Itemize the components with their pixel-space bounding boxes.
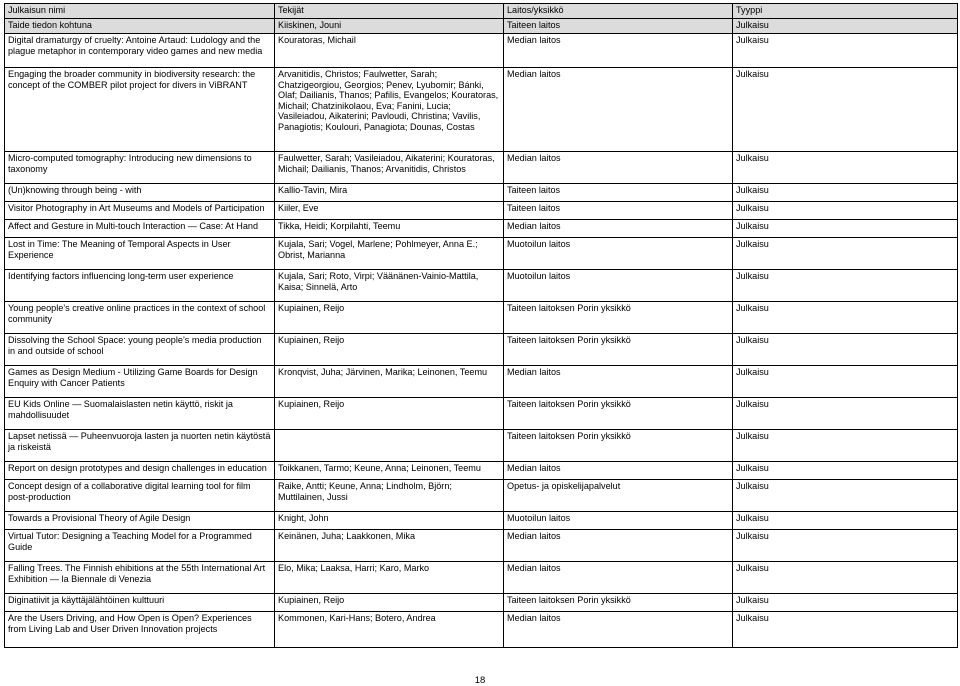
cell-authors: Kupiainen, Reijo xyxy=(275,594,504,612)
cell-title: Dissolving the School Space: young people’s media production in and outside of school xyxy=(5,334,275,366)
table-row xyxy=(5,184,958,202)
cell-type: Julkaisu xyxy=(733,530,958,562)
cell-authors: Kronqvist, Juha; Järvinen, Marika; Leinonen, Teemu xyxy=(275,366,504,398)
table-header-row xyxy=(5,4,958,19)
cell-title: Micro-computed tomography: Introducing new dimensions to taxonomy xyxy=(5,152,275,184)
cell-title: Concept design of a collaborative digital learning tool for film post-production xyxy=(5,480,275,512)
table-row xyxy=(5,562,958,594)
table-row xyxy=(5,270,958,302)
cell-title: Visitor Photography in Art Museums and Models of Participation xyxy=(5,202,275,220)
cell-unit: Taiteen laitos xyxy=(504,202,733,220)
cell-unit: Taiteen laitos xyxy=(504,184,733,202)
header-unit: Laitos/yksikkö xyxy=(504,4,733,19)
cell-title: Towards a Provisional Theory of Agile Design xyxy=(5,512,275,530)
cell-type: Julkaisu xyxy=(733,220,958,238)
cell-title: (Un)knowing through being - with xyxy=(5,184,275,202)
table-row xyxy=(5,34,958,68)
cell-authors: Elo, Mika; Laaksa, Harri; Karo, Marko xyxy=(275,562,504,594)
cell-title: Identifying factors influencing long-term user experience xyxy=(5,270,275,302)
subheader-unit: Taiteen laitos xyxy=(504,19,733,34)
cell-title: Diginatiivit ja käyttäjälähtöinen kulttuuri xyxy=(5,594,275,612)
table-row xyxy=(5,530,958,562)
subheader-type: Julkaisu xyxy=(733,19,958,34)
page-number: 18 xyxy=(474,675,486,686)
cell-type: Julkaisu xyxy=(733,612,958,648)
cell-authors: Keinänen, Juha; Laakkonen, Mika xyxy=(275,530,504,562)
cell-unit: Muotoilun laitos xyxy=(504,238,733,270)
cell-unit: Taiteen laitoksen Porin yksikkö xyxy=(504,594,733,612)
cell-type: Julkaisu xyxy=(733,302,958,334)
cell-authors: Kommonen, Kari-Hans; Botero, Andrea xyxy=(275,612,504,648)
cell-authors: Kallio-Tavin, Mira xyxy=(275,184,504,202)
table-row xyxy=(5,302,958,334)
table-row xyxy=(5,594,958,612)
cell-authors: Kujala, Sari; Vogel, Marlene; Pohlmeyer, Anna E.; Obrist, Marianna xyxy=(275,238,504,270)
cell-unit: Median laitos xyxy=(504,152,733,184)
cell-authors: Kiiler, Eve xyxy=(275,202,504,220)
cell-type: Julkaisu xyxy=(733,202,958,220)
cell-unit: Median laitos xyxy=(504,34,733,68)
cell-authors: Raike, Antti; Keune, Anna; Lindholm, Björn; Muttilainen, Jussi xyxy=(275,480,504,512)
cell-unit: Median laitos xyxy=(504,462,733,480)
header-authors: Tekijät xyxy=(275,4,504,19)
table-row xyxy=(5,612,958,648)
cell-authors: Kujala, Sari; Roto, Virpi; Väänänen-Vainio-Mattila, Kaisa; Sinnelä, Arto xyxy=(275,270,504,302)
cell-title: Falling Trees. The Finnish ehibitions at the 55th International Art Exhibition ― la Biennale di Venezia xyxy=(5,562,275,594)
cell-title: Report on design prototypes and design challenges in education xyxy=(5,462,275,480)
cell-unit: Median laitos xyxy=(504,562,733,594)
cell-type: Julkaisu xyxy=(733,512,958,530)
cell-unit: Median laitos xyxy=(504,366,733,398)
subheader-title: Taide tiedon kohtuna xyxy=(5,19,275,34)
cell-unit: Opetus- ja opiskelijapalvelut xyxy=(504,480,733,512)
publications-table-wrapper xyxy=(4,3,957,648)
cell-authors: Kupiainen, Reijo xyxy=(275,302,504,334)
cell-title: Lost in Time: The Meaning of Temporal Aspects in User Experience xyxy=(5,238,275,270)
table-row xyxy=(5,220,958,238)
cell-title: Lapset netissä ― Puheenvuoroja lasten ja nuorten netin käytöstä ja riskeistä xyxy=(5,430,275,462)
table-row xyxy=(5,480,958,512)
table-row xyxy=(5,202,958,220)
cell-authors: Toikkanen, Tarmo; Keune, Anna; Leinonen, Teemu xyxy=(275,462,504,480)
cell-type: Julkaisu xyxy=(733,34,958,68)
cell-title: Young people’s creative online practices in the context of school community xyxy=(5,302,275,334)
cell-type: Julkaisu xyxy=(733,398,958,430)
cell-authors: Kouratoras, Michail xyxy=(275,34,504,68)
cell-unit: Muotoilun laitos xyxy=(504,270,733,302)
cell-unit: Taiteen laitoksen Porin yksikkö xyxy=(504,398,733,430)
header-title: Julkaisun nimi xyxy=(5,4,275,19)
cell-title: Virtual Tutor: Designing a Teaching Model for a Programmed Guide xyxy=(5,530,275,562)
cell-type: Julkaisu xyxy=(733,366,958,398)
table-row xyxy=(5,430,958,462)
cell-type: Julkaisu xyxy=(733,480,958,512)
cell-type: Julkaisu xyxy=(733,562,958,594)
cell-type: Julkaisu xyxy=(733,594,958,612)
cell-title: Games as Design Medium - Utilizing Game Boards for Design Enquiry with Cancer Patients xyxy=(5,366,275,398)
cell-authors: Tikka, Heidi; Korpilahti, Teemu xyxy=(275,220,504,238)
table-subheader-row xyxy=(5,19,958,34)
cell-unit: Median laitos xyxy=(504,612,733,648)
cell-type: Julkaisu xyxy=(733,68,958,152)
table-row xyxy=(5,152,958,184)
cell-type: Julkaisu xyxy=(733,430,958,462)
cell-title: Affect and Gesture in Multi-touch Interaction ― Case: At Hand xyxy=(5,220,275,238)
cell-authors: Faulwetter, Sarah; Vasileiadou, Aikaterini; Kouratoras, Michail; Dailianis, Thanos; Arvanitidis, Christos xyxy=(275,152,504,184)
cell-unit: Median laitos xyxy=(504,68,733,152)
cell-type: Julkaisu xyxy=(733,184,958,202)
subheader-authors: Kiiskinen, Jouni xyxy=(275,19,504,34)
cell-title: EU Kids Online ― Suomalaislasten netin käyttö, riskit ja mahdollisuudet xyxy=(5,398,275,430)
cell-type: Julkaisu xyxy=(733,152,958,184)
table-row xyxy=(5,462,958,480)
cell-unit: Median laitos xyxy=(504,220,733,238)
cell-unit: Taiteen laitoksen Porin yksikkö xyxy=(504,430,733,462)
cell-authors: Kupiainen, Reijo xyxy=(275,334,504,366)
cell-unit: Median laitos xyxy=(504,530,733,562)
table-row xyxy=(5,68,958,152)
cell-title: Engaging the broader community in biodiversity research: the concept of the COMBER pilot project for divers in ViBRANT xyxy=(5,68,275,152)
table-row xyxy=(5,366,958,398)
cell-title: Digital dramaturgy of cruelty: Antoine Artaud: Ludology and the plague metaphor in contemporary video games and new media xyxy=(5,34,275,68)
publications-table xyxy=(4,3,958,648)
table-row xyxy=(5,512,958,530)
cell-type: Julkaisu xyxy=(733,462,958,480)
table-body xyxy=(5,34,958,648)
cell-type: Julkaisu xyxy=(733,270,958,302)
cell-type: Julkaisu xyxy=(733,238,958,270)
cell-authors: Knight, John xyxy=(275,512,504,530)
header-type: Tyyppi xyxy=(733,4,958,19)
cell-authors xyxy=(275,430,504,462)
cell-title: Are the Users Driving, and How Open is Open? Experiences from Living Lab and User Driven Innovation projects xyxy=(5,612,275,648)
cell-type: Julkaisu xyxy=(733,334,958,366)
table-row xyxy=(5,334,958,366)
table-row xyxy=(5,238,958,270)
cell-authors: Arvanitidis, Christos; Faulwetter, Sarah; Chatzigeorgiou, Georgios; Penev, Lyubomir; Bánki, Olaf; Dailianis, Thanos; Pafilis, Evangelos; Kouratoras, Michail; Chatzinikolaou, Eva; Fanini, Lucia; Vasileiadou, Aikaterini; Pavloudi, Christina; Vavilis, Panagiotis; Koulouri, Panagiota; Dounas, Costas xyxy=(275,68,504,152)
cell-unit: Taiteen laitoksen Porin yksikkö xyxy=(504,302,733,334)
table-row xyxy=(5,398,958,430)
cell-unit: Muotoilun laitos xyxy=(504,512,733,530)
cell-unit: Taiteen laitoksen Porin yksikkö xyxy=(504,334,733,366)
cell-authors: Kupiainen, Reijo xyxy=(275,398,504,430)
